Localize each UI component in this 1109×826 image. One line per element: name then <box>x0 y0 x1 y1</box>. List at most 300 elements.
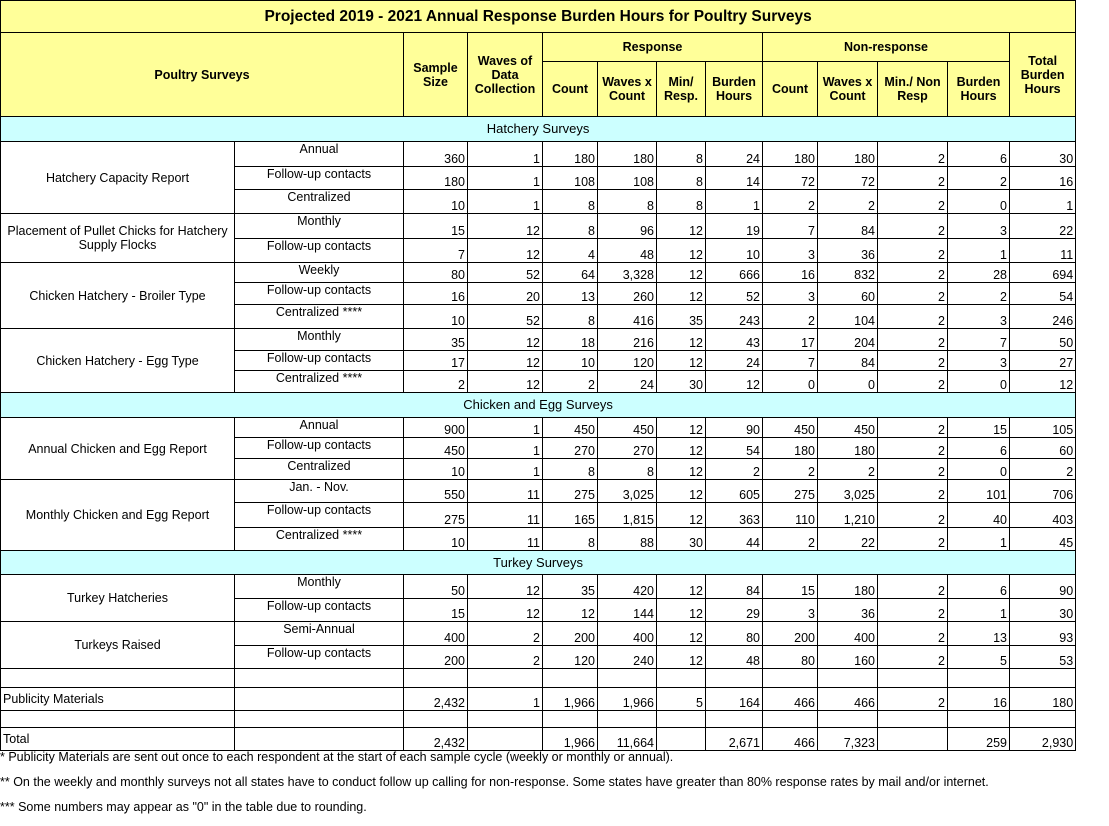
header-waves: Waves of Data Collection <box>468 33 543 117</box>
table-row <box>1 329 1076 351</box>
table-row <box>1 480 1076 503</box>
survey-subtype: Monthly <box>235 214 404 239</box>
value-cell: 101 <box>948 480 1010 503</box>
value-cell: 2 <box>543 371 598 393</box>
survey-name: Hatchery Capacity Report <box>1 142 235 214</box>
publicity-row <box>1 688 1076 711</box>
blank-cell <box>235 711 404 728</box>
blank-cell <box>598 669 657 688</box>
value-cell: 164 <box>706 688 763 711</box>
value-cell: 2 <box>878 167 948 190</box>
blank-cell <box>818 711 878 728</box>
value-cell: 2 <box>706 459 763 480</box>
blank-cell <box>598 711 657 728</box>
publicity-row-label: Publicity Materials <box>1 688 235 711</box>
value-cell: 450 <box>598 418 657 438</box>
value-cell: 13 <box>948 622 1010 646</box>
value-cell: 11 <box>468 528 543 551</box>
value-cell: 363 <box>706 503 763 528</box>
table-row <box>1 214 1076 239</box>
value-cell: 30 <box>1010 142 1076 167</box>
value-cell: 96 <box>598 214 657 239</box>
value-cell: 2 <box>763 528 818 551</box>
value-cell: 12 <box>657 599 706 622</box>
value-cell: 2 <box>763 190 818 214</box>
blank-cell <box>1010 711 1076 728</box>
value-cell: 2 <box>878 239 948 263</box>
value-cell: 694 <box>1010 263 1076 283</box>
value-cell: 48 <box>706 646 763 669</box>
value-cell: 2 <box>878 351 948 371</box>
survey-name: Chicken Hatchery - Egg Type <box>1 329 235 393</box>
survey-name: Placement of Pullet Chicks for Hatchery Supply Flocks <box>1 214 235 263</box>
value-cell: 16 <box>763 263 818 283</box>
value-cell: 12 <box>468 371 543 393</box>
value-cell: 1 <box>468 438 543 459</box>
footnote: * Publicity Materials are sent out once to each respondent at the start of each sample cycle (weekly or monthly or annual). <box>0 750 674 764</box>
value-cell: 11 <box>1010 239 1076 263</box>
header-resp-burden-hours: Burden Hours <box>706 62 763 117</box>
value-cell: 16 <box>1010 167 1076 190</box>
value-cell: 420 <box>598 575 657 599</box>
survey-subtype: Follow-up contacts <box>235 438 404 459</box>
value-cell: 550 <box>404 480 468 503</box>
blank-row <box>1 669 1076 688</box>
value-cell: 12 <box>657 214 706 239</box>
value-cell: 52 <box>468 263 543 283</box>
value-cell: 7 <box>404 239 468 263</box>
value-cell: 35 <box>543 575 598 599</box>
total-row-label: Total <box>1 728 235 751</box>
blank-row <box>1 711 1076 728</box>
value-cell: 72 <box>818 167 878 190</box>
value-cell: 52 <box>468 305 543 329</box>
value-cell: 7 <box>763 214 818 239</box>
value-cell: 36 <box>818 239 878 263</box>
value-cell: 105 <box>1010 418 1076 438</box>
value-cell: 2 <box>763 459 818 480</box>
table-row <box>1 575 1076 599</box>
value-cell: 2,432 <box>404 688 468 711</box>
value-cell: 1 <box>468 459 543 480</box>
value-cell: 8 <box>543 459 598 480</box>
blank-cell <box>763 711 818 728</box>
value-cell: 60 <box>1010 438 1076 459</box>
value-cell: 8 <box>657 190 706 214</box>
value-cell: 1 <box>706 190 763 214</box>
section-title: Hatchery Surveys <box>1 117 1076 142</box>
value-cell: 12 <box>468 239 543 263</box>
value-cell: 12 <box>1010 371 1076 393</box>
value-cell: 1 <box>948 599 1010 622</box>
value-cell: 22 <box>1010 214 1076 239</box>
blank-cell <box>404 669 468 688</box>
header-nonresponse: Non-response <box>763 33 1010 62</box>
value-cell: 1,815 <box>598 503 657 528</box>
value-cell: 2 <box>878 528 948 551</box>
value-cell: 2 <box>878 142 948 167</box>
value-cell: 30 <box>1010 599 1076 622</box>
value-cell: 12 <box>468 351 543 371</box>
value-cell: 24 <box>706 142 763 167</box>
section-title: Turkey Surveys <box>1 551 1076 575</box>
value-cell: 72 <box>763 167 818 190</box>
value-cell: 5 <box>948 646 1010 669</box>
header-nonresp-waves-x-count: Waves x Count <box>818 62 878 117</box>
header-min-resp: Min/ Resp. <box>657 62 706 117</box>
value-cell: 8 <box>657 142 706 167</box>
value-cell: 54 <box>706 438 763 459</box>
value-cell: 44 <box>706 528 763 551</box>
section-row <box>1 551 1076 575</box>
survey-subtype: Monthly <box>235 575 404 599</box>
value-cell: 12 <box>657 329 706 351</box>
survey-subtype: Follow-up contacts <box>235 599 404 622</box>
value-cell: 35 <box>657 305 706 329</box>
value-cell: 13 <box>543 283 598 305</box>
value-cell: 466 <box>763 688 818 711</box>
value-cell: 18 <box>543 329 598 351</box>
survey-subtype: Weekly <box>235 263 404 283</box>
value-cell: 14 <box>706 167 763 190</box>
value-cell: 16 <box>404 283 468 305</box>
value-cell: 10 <box>404 190 468 214</box>
value-cell: 108 <box>598 167 657 190</box>
value-cell: 2 <box>878 688 948 711</box>
value-cell: 200 <box>543 622 598 646</box>
value-cell: 275 <box>763 480 818 503</box>
value-cell: 28 <box>948 263 1010 283</box>
survey-name: Turkey Hatcheries <box>1 575 235 622</box>
value-cell: 53 <box>1010 646 1076 669</box>
blank-cell <box>235 688 404 711</box>
value-cell: 12 <box>657 351 706 371</box>
value-cell: 6 <box>948 575 1010 599</box>
value-cell: 450 <box>404 438 468 459</box>
value-cell: 1,966 <box>543 688 598 711</box>
value-cell: 17 <box>404 351 468 371</box>
value-cell: 0 <box>763 371 818 393</box>
value-cell: 246 <box>1010 305 1076 329</box>
value-cell: 2 <box>878 622 948 646</box>
value-cell: 22 <box>818 528 878 551</box>
value-cell: 12 <box>657 283 706 305</box>
blank-cell <box>1 669 235 688</box>
value-cell: 8 <box>543 305 598 329</box>
value-cell: 50 <box>1010 329 1076 351</box>
value-cell: 2 <box>878 305 948 329</box>
blank-cell <box>763 669 818 688</box>
value-cell: 180 <box>1010 688 1076 711</box>
value-cell: 50 <box>404 575 468 599</box>
value-cell: 1,966 <box>598 688 657 711</box>
value-cell: 7 <box>763 351 818 371</box>
value-cell: 0 <box>818 371 878 393</box>
section-title: Chicken and Egg Surveys <box>1 393 1076 418</box>
value-cell: 0 <box>948 190 1010 214</box>
value-cell: 30 <box>657 371 706 393</box>
value-cell: 3,328 <box>598 263 657 283</box>
value-cell: 43 <box>706 329 763 351</box>
blank-cell <box>878 669 948 688</box>
blank-cell <box>657 669 706 688</box>
value-cell: 450 <box>763 418 818 438</box>
value-cell: 84 <box>706 575 763 599</box>
value-cell: 6 <box>948 438 1010 459</box>
value-cell: 2 <box>878 329 948 351</box>
footnote: *** Some numbers may appear as "0" in the table due to rounding. <box>0 800 367 814</box>
footnotes <box>0 751 1109 826</box>
value-cell: 15 <box>404 599 468 622</box>
value-cell: 10 <box>706 239 763 263</box>
table-body <box>1 117 1076 751</box>
value-cell: 17 <box>763 329 818 351</box>
value-cell: 400 <box>404 622 468 646</box>
value-cell: 165 <box>543 503 598 528</box>
survey-subtype: Centralized <box>235 190 404 214</box>
survey-subtype: Follow-up contacts <box>235 351 404 371</box>
header-resp-waves-x-count: Waves x Count <box>598 62 657 117</box>
value-cell: 2 <box>468 646 543 669</box>
value-cell: 3 <box>948 214 1010 239</box>
value-cell: 180 <box>818 142 878 167</box>
value-cell: 15 <box>763 575 818 599</box>
value-cell: 12 <box>468 575 543 599</box>
survey-name: Turkeys Raised <box>1 622 235 669</box>
value-cell: 19 <box>706 214 763 239</box>
value-cell: 11 <box>468 503 543 528</box>
value-cell: 2,671 <box>706 728 763 751</box>
value-cell: 60 <box>818 283 878 305</box>
value-cell: 11,664 <box>598 728 657 751</box>
value-cell: 12 <box>657 480 706 503</box>
value-cell: 7 <box>948 329 1010 351</box>
section-row <box>1 117 1076 142</box>
header-sample-size: Sample Size <box>404 33 468 117</box>
value-cell: 24 <box>706 351 763 371</box>
value-cell: 8 <box>657 167 706 190</box>
value-cell: 2 <box>948 167 1010 190</box>
blank-cell <box>706 669 763 688</box>
value-cell: 48 <box>598 239 657 263</box>
value-cell: 2,432 <box>404 728 468 751</box>
survey-name: Annual Chicken and Egg Report <box>1 418 235 480</box>
survey-name: Monthly Chicken and Egg Report <box>1 480 235 551</box>
table-row <box>1 418 1076 438</box>
value-cell: 12 <box>657 438 706 459</box>
value-cell: 3 <box>763 283 818 305</box>
value-cell: 403 <box>1010 503 1076 528</box>
table-row <box>1 622 1076 646</box>
table-row <box>1 263 1076 283</box>
survey-name: Chicken Hatchery - Broiler Type <box>1 263 235 329</box>
value-cell: 12 <box>657 646 706 669</box>
value-cell: 243 <box>706 305 763 329</box>
value-cell: 160 <box>818 646 878 669</box>
blank-cell <box>404 711 468 728</box>
value-cell: 120 <box>598 351 657 371</box>
value-cell: 10 <box>404 459 468 480</box>
value-cell <box>468 728 543 751</box>
header-resp-count: Count <box>543 62 598 117</box>
value-cell: 2 <box>878 480 948 503</box>
survey-subtype: Follow-up contacts <box>235 167 404 190</box>
value-cell: 0 <box>948 459 1010 480</box>
value-cell: 110 <box>763 503 818 528</box>
value-cell: 120 <box>543 646 598 669</box>
value-cell: 466 <box>763 728 818 751</box>
value-cell: 8 <box>598 459 657 480</box>
table-title: Projected 2019 - 2021 Annual Response Burden Hours for Poultry Surveys <box>1 1 1076 33</box>
value-cell: 2 <box>468 622 543 646</box>
value-cell: 605 <box>706 480 763 503</box>
blank-cell <box>543 669 598 688</box>
value-cell: 1 <box>468 418 543 438</box>
survey-subtype: Follow-up contacts <box>235 283 404 305</box>
value-cell: 2 <box>878 438 948 459</box>
value-cell: 466 <box>818 688 878 711</box>
value-cell: 2 <box>404 371 468 393</box>
value-cell: 2 <box>878 263 948 283</box>
value-cell: 2,930 <box>1010 728 1076 751</box>
value-cell: 2 <box>878 459 948 480</box>
value-cell: 45 <box>1010 528 1076 551</box>
value-cell: 5 <box>657 688 706 711</box>
value-cell: 12 <box>657 503 706 528</box>
value-cell: 270 <box>598 438 657 459</box>
value-cell: 35 <box>404 329 468 351</box>
value-cell: 12 <box>468 214 543 239</box>
value-cell: 360 <box>404 142 468 167</box>
value-cell <box>878 728 948 751</box>
value-cell: 450 <box>818 418 878 438</box>
header-nonresp-count: Count <box>763 62 818 117</box>
header-poultry-surveys: Poultry Surveys <box>1 33 404 117</box>
blank-cell <box>818 669 878 688</box>
value-cell: 36 <box>818 599 878 622</box>
value-cell: 4 <box>543 239 598 263</box>
blank-cell <box>468 711 543 728</box>
survey-subtype: Semi-Annual <box>235 622 404 646</box>
value-cell: 2 <box>878 599 948 622</box>
value-cell: 1 <box>468 167 543 190</box>
survey-subtype: Follow-up contacts <box>235 503 404 528</box>
value-cell: 180 <box>763 438 818 459</box>
value-cell: 270 <box>543 438 598 459</box>
value-cell: 2 <box>878 283 948 305</box>
value-cell: 2 <box>818 459 878 480</box>
value-cell: 2 <box>878 503 948 528</box>
value-cell: 2 <box>878 575 948 599</box>
value-cell: 3 <box>948 351 1010 371</box>
value-cell: 180 <box>818 575 878 599</box>
value-cell: 2 <box>1010 459 1076 480</box>
value-cell: 1 <box>468 688 543 711</box>
value-cell: 3,025 <box>598 480 657 503</box>
value-cell: 180 <box>543 142 598 167</box>
value-cell: 12 <box>657 622 706 646</box>
value-cell: 416 <box>598 305 657 329</box>
value-cell: 1 <box>1010 190 1076 214</box>
value-cell: 8 <box>598 190 657 214</box>
value-cell: 30 <box>657 528 706 551</box>
value-cell: 180 <box>763 142 818 167</box>
value-cell: 12 <box>657 418 706 438</box>
value-cell: 10 <box>404 305 468 329</box>
value-cell: 200 <box>404 646 468 669</box>
blank-cell <box>1 711 235 728</box>
value-cell: 832 <box>818 263 878 283</box>
blank-cell <box>1010 669 1076 688</box>
value-cell: 706 <box>1010 480 1076 503</box>
value-cell: 1 <box>948 528 1010 551</box>
value-cell: 52 <box>706 283 763 305</box>
survey-subtype: Monthly <box>235 329 404 351</box>
value-cell: 80 <box>404 263 468 283</box>
survey-subtype: Jan. - Nov. <box>235 480 404 503</box>
value-cell: 0 <box>948 371 1010 393</box>
value-cell: 27 <box>1010 351 1076 371</box>
survey-subtype: Annual <box>235 142 404 167</box>
value-cell: 3,025 <box>818 480 878 503</box>
blank-cell <box>878 711 948 728</box>
table-header <box>1 1 1076 117</box>
value-cell: 2 <box>878 418 948 438</box>
value-cell: 1,966 <box>543 728 598 751</box>
header-min-nonresp: Min./ Non Resp <box>878 62 948 117</box>
value-cell: 400 <box>598 622 657 646</box>
value-cell: 12 <box>468 599 543 622</box>
value-cell: 108 <box>543 167 598 190</box>
value-cell: 10 <box>404 528 468 551</box>
blank-cell <box>706 711 763 728</box>
value-cell: 260 <box>598 283 657 305</box>
header-response: Response <box>543 33 763 62</box>
value-cell: 88 <box>598 528 657 551</box>
blank-cell <box>235 669 404 688</box>
header-nonresp-burden-hours: Burden Hours <box>948 62 1010 117</box>
value-cell: 29 <box>706 599 763 622</box>
value-cell: 24 <box>598 371 657 393</box>
value-cell: 180 <box>818 438 878 459</box>
section-row <box>1 393 1076 418</box>
value-cell: 1 <box>468 190 543 214</box>
value-cell: 12 <box>657 263 706 283</box>
blank-cell <box>468 669 543 688</box>
value-cell: 64 <box>543 263 598 283</box>
value-cell: 259 <box>948 728 1010 751</box>
value-cell: 11 <box>468 480 543 503</box>
survey-subtype: Centralized **** <box>235 528 404 551</box>
value-cell: 84 <box>818 214 878 239</box>
value-cell: 900 <box>404 418 468 438</box>
value-cell: 80 <box>763 646 818 669</box>
footnote: ** On the weekly and monthly surveys not all states have to conduct follow up calling for non-response. Some states have greater than 80% response rates by mail and/or internet. <box>0 775 989 789</box>
value-cell: 15 <box>948 418 1010 438</box>
survey-subtype: Follow-up contacts <box>235 646 404 669</box>
value-cell: 275 <box>543 480 598 503</box>
value-cell: 180 <box>404 167 468 190</box>
value-cell: 400 <box>818 622 878 646</box>
value-cell: 40 <box>948 503 1010 528</box>
value-cell: 10 <box>543 351 598 371</box>
value-cell: 84 <box>818 351 878 371</box>
value-cell: 2 <box>878 214 948 239</box>
value-cell: 2 <box>878 371 948 393</box>
value-cell: 1 <box>468 142 543 167</box>
value-cell: 666 <box>706 263 763 283</box>
value-cell: 15 <box>404 214 468 239</box>
